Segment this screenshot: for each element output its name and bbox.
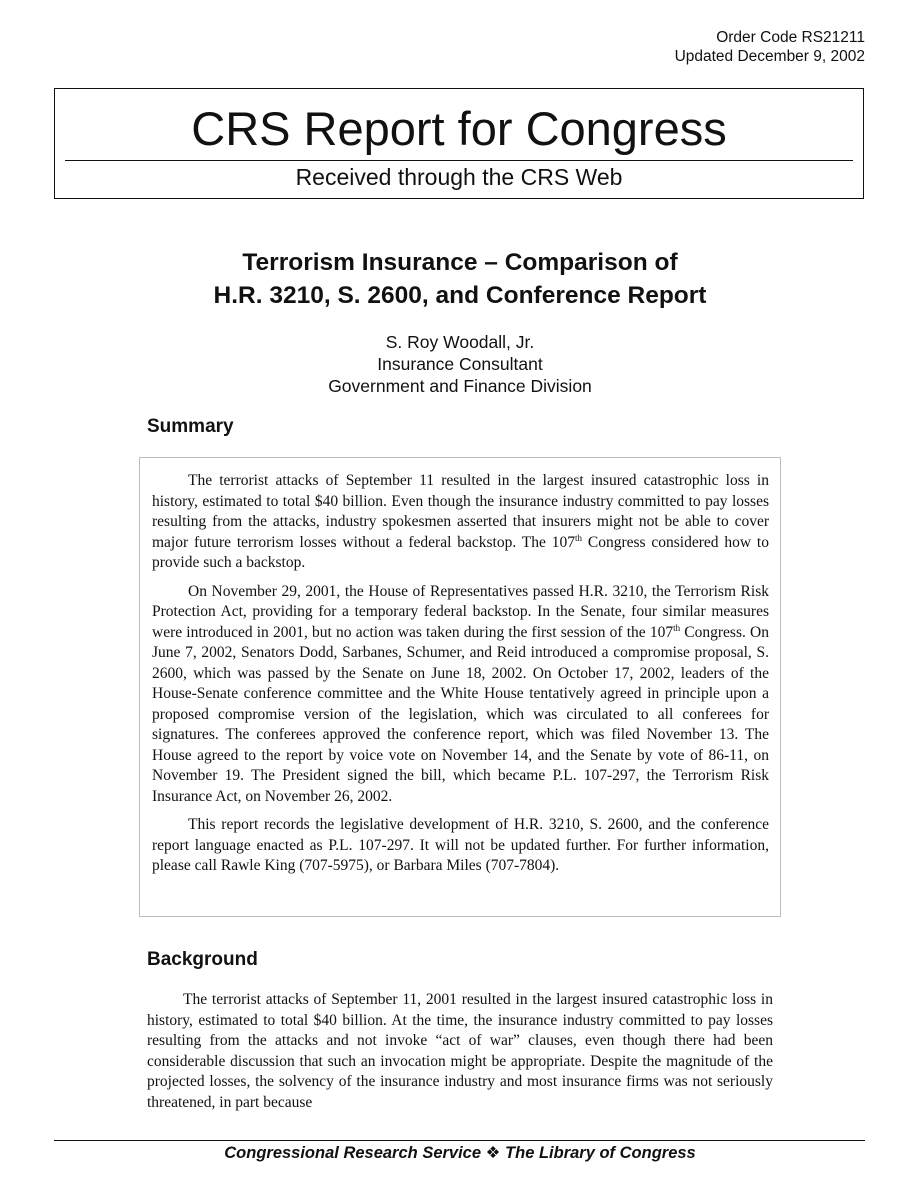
footer-publisher: Congressional Research Service (224, 1144, 482, 1162)
document-title (60, 246, 860, 312)
author-role: Insurance Consultant (377, 354, 543, 374)
footer-library: The Library of Congress (505, 1144, 696, 1162)
footer-divider (54, 1140, 865, 1141)
summary-heading: Summary (147, 416, 234, 437)
document-title-line-1: Terrorism Insurance – Comparison of (242, 249, 678, 276)
document-title-line-2: H.R. 3210, S. 2600, and Conference Report (213, 282, 707, 309)
report-header-box (54, 88, 864, 199)
updated-date: Updated December 9, 2002 (674, 48, 865, 65)
footer-separator-icon: ❖ (485, 1144, 501, 1162)
summary-paragraph-1: The terrorist attacks of September 11 resulted in the largest insured catastrophic loss in history, estimated to total $40 billion. Even though the insurance industry committed to pay losses resulting from the attacks, industry spokesmen asserted that insurers might not be able to cover major future terrorism losses without a federal backstop. The 107th Congress considered how to provide such a backstop. (152, 472, 769, 571)
summary-paragraph-3: This report records the legislative development of H.R. 3210, S. 2600, and the conference report language enacted as P.L. 107-297. It will not be updated further. For further information, please call Rawle King (707-5975), or Barbara Miles (707-7804). (152, 816, 769, 874)
background-paragraph: The terrorist attacks of September 11, 2001 resulted in the largest insured catastrophic loss in history, estimated to total $40 billion. At the time, the insurance industry committed to pay losses resulting from the attacks and not invoke “act of war” clauses, even though there had been considerable discussion that such an invocation might be appropriate. Despite the magnitude of the projected losses, the solvency of the insurance industry and most insurance firms was not seriously threatened, in part because (147, 991, 773, 1111)
order-code-block (675, 28, 865, 66)
summary-box (139, 457, 781, 917)
order-code: Order Code RS21211 (716, 29, 865, 46)
footer (0, 1143, 920, 1163)
author-name: S. Roy Woodall, Jr. (385, 332, 535, 352)
author-division: Government and Finance Division (328, 376, 592, 396)
report-series-title: CRS Report for Congress (191, 102, 727, 155)
header-divider (65, 160, 853, 161)
author-block (60, 331, 860, 397)
background-heading: Background (147, 949, 258, 970)
summary-paragraph-2: On November 29, 2001, the House of Representatives passed H.R. 3210, the Terrorism Risk Protection Act, providing for a temporary federal backstop. In the Senate, four similar measures were introduced in 2001, but no action was taken during the first session of the 107th Congress. On June 7, 2002, Senators Dodd, Sarbanes, Schumer, and Reid introduced a compromise proposal, S. 2600, which was passed by the Senate on June 18, 2002. On October 17, 2002, leaders of the House-Senate conference committee and the White House tentatively agreed in principle upon a proposed compromise version of the legislation, which was circulated to all conferees for signatures. The conferees approved the conference report, which was filed November 13. The House agreed to the report by voice vote on November 14, and the Senate by vote of 86-11, on November 19. The President signed the bill, which became P.L. 107-297, the Terrorism Risk Insurance Act, on November 26, 2002. (152, 582, 769, 805)
report-series-subtitle: Received through the CRS Web (295, 164, 623, 190)
